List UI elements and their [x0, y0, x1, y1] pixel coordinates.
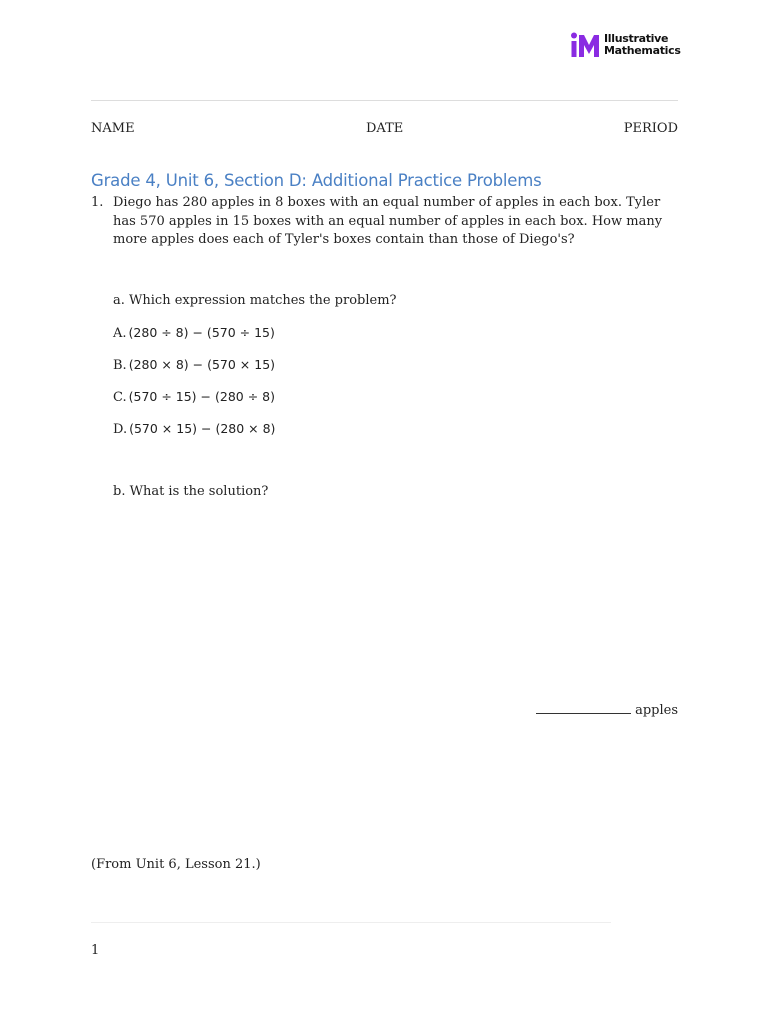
- date-label: DATE: [366, 121, 404, 136]
- logo-wordmark: [604, 33, 681, 57]
- choice-letter: B.: [113, 358, 127, 373]
- choice-expression: (280 × 8) − (570 × 15): [128, 357, 276, 372]
- problem-number: 1.: [91, 195, 104, 210]
- choice-c: [113, 388, 275, 407]
- choice-letter: D.: [113, 422, 128, 437]
- logo-line-2: Mathematics: [604, 44, 681, 57]
- choice-letter: A.: [113, 326, 127, 341]
- choice-d: [113, 420, 275, 439]
- source-note: (From Unit 6, Lesson 21.): [91, 857, 261, 872]
- choice-b: [113, 356, 275, 375]
- name-label: NAME: [91, 121, 135, 136]
- header-divider: [91, 100, 678, 101]
- problem-text: Diego has 280 apples in 8 boxes with an equal number of apples in each box. Tyler has 570 apples in 15 boxes with an equal number of apples in each box. How many more apples does each of Tyler's boxes contain than those of Diego's?: [113, 195, 663, 247]
- im-logo: [570, 32, 681, 58]
- page-title: Grade 4, Unit 6, Section D: Additional Practice Problems: [91, 171, 542, 190]
- choice-a: [113, 324, 275, 343]
- answer-line: [536, 701, 678, 720]
- problem-1: [91, 194, 678, 250]
- page-number: 1: [91, 943, 100, 958]
- choice-letter: C.: [113, 390, 127, 405]
- answer-unit: apples: [635, 703, 678, 718]
- im-logo-icon: [570, 32, 600, 58]
- part-b-question: b. What is the solution?: [113, 484, 269, 499]
- answer-blank[interactable]: [536, 701, 631, 714]
- footer-divider: [91, 922, 611, 923]
- choice-expression: (280 ÷ 8) − (570 ÷ 15): [128, 325, 275, 340]
- period-label: PERIOD: [623, 121, 678, 136]
- choice-expression: (570 ÷ 15) − (280 ÷ 8): [128, 389, 275, 404]
- choice-expression: (570 × 15) − (280 × 8): [129, 421, 276, 436]
- part-a-question: a. Which expression matches the problem?: [113, 293, 397, 308]
- logo-line-1: Illustrative: [604, 32, 669, 45]
